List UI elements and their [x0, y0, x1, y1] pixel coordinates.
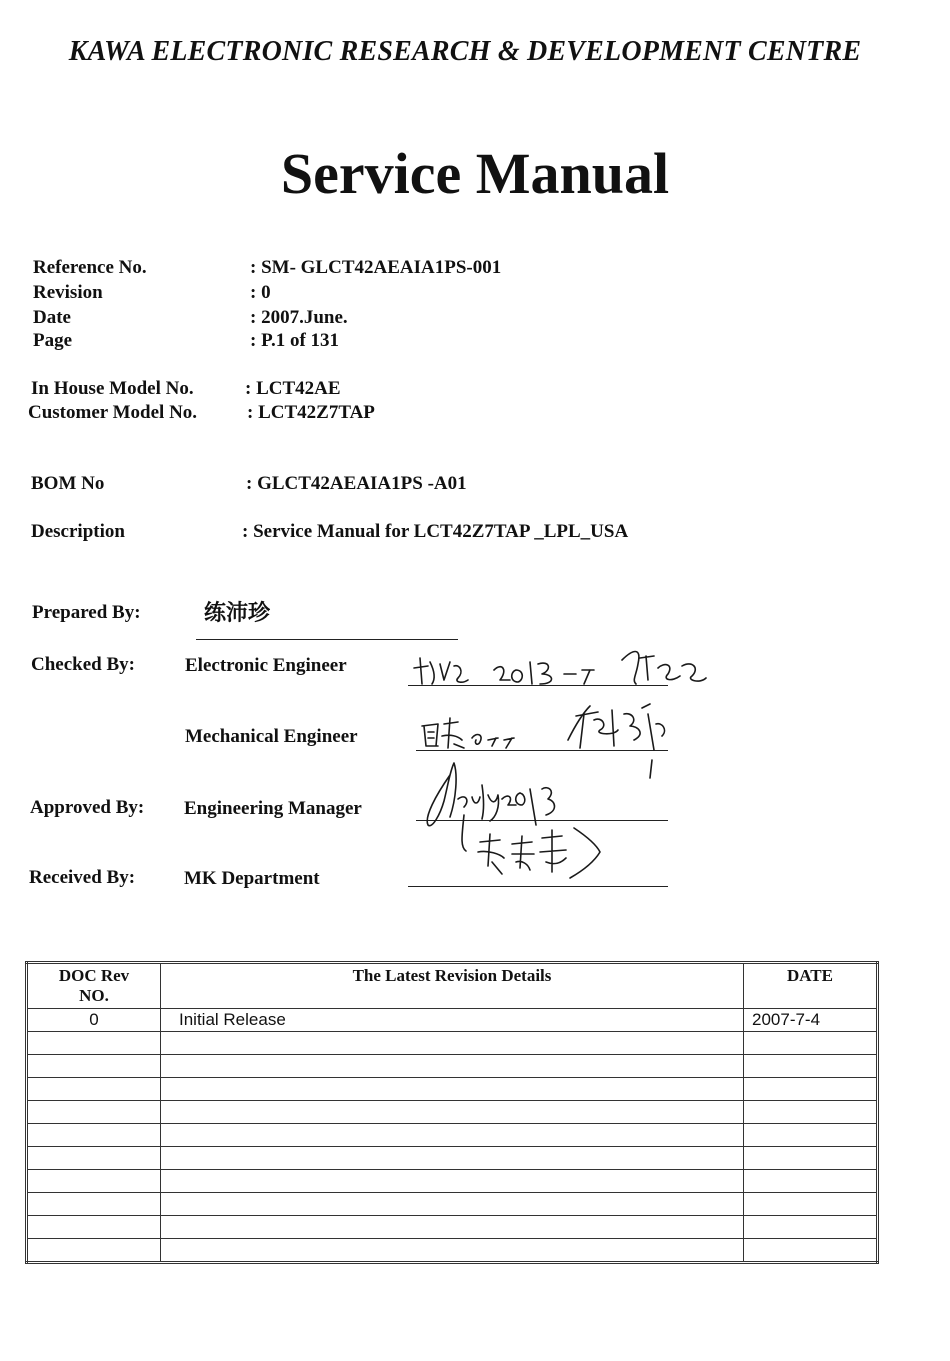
table-row — [27, 1055, 878, 1078]
table-row — [27, 1239, 878, 1263]
date-cell — [744, 1216, 878, 1239]
date-cell — [744, 1170, 878, 1193]
prepared-by-label: Prepared By: — [32, 602, 141, 623]
in-house-model-label: In House Model No. — [31, 378, 194, 399]
doc-rev-header-line2: NO. — [79, 986, 109, 1005]
description-value: : Service Manual for LCT42Z7TAP _LPL_USA — [242, 521, 629, 542]
engineering-manager-label: Engineering Manager — [184, 798, 362, 819]
page-label: Page — [33, 330, 73, 351]
received-by-label: Received By: — [29, 867, 136, 888]
doc-rev-header-line1: DOC Rev — [58, 966, 130, 985]
reference-no-value: : SM- GLCT42AEAIA1PS-001 — [250, 257, 502, 278]
details-cell: Initial Release — [161, 1009, 744, 1032]
document-title: Service Manual — [280, 141, 670, 206]
details-cell — [161, 1193, 744, 1216]
date-cell — [744, 1193, 878, 1216]
description-label: Description — [31, 521, 125, 542]
rev-cell — [27, 1170, 161, 1193]
details-cell — [161, 1170, 744, 1193]
prepared-by-name: 练沛珍 — [204, 601, 271, 626]
date-cell — [744, 1055, 878, 1078]
details-cell — [161, 1147, 744, 1170]
electronic-engineer-label: Electronic Engineer — [185, 655, 347, 676]
revision-details-header: The Latest Revision Details — [161, 963, 744, 1009]
bom-no-value: : GLCT42AEAIA1PS -A01 — [246, 473, 467, 494]
details-cell — [161, 1055, 744, 1078]
details-cell — [161, 1216, 744, 1239]
table-row — [27, 1078, 878, 1101]
date-cell — [744, 1032, 878, 1055]
revision-table — [25, 961, 879, 1264]
rev-cell: 0 — [27, 1009, 161, 1032]
date-label: Date — [33, 307, 71, 328]
details-cell — [161, 1101, 744, 1124]
table-row — [27, 1216, 878, 1239]
table-row — [27, 1193, 878, 1216]
date-cell: 2007-7-4 — [744, 1009, 878, 1032]
reference-no-label: Reference No. — [33, 257, 147, 278]
organization-name: KAWA ELECTRONIC RESEARCH & DEVELOPMENT CENTRE — [68, 36, 862, 67]
date-cell — [744, 1147, 878, 1170]
date-cell — [744, 1101, 878, 1124]
rev-cell — [27, 1055, 161, 1078]
rev-cell — [27, 1216, 161, 1239]
rev-cell — [27, 1124, 161, 1147]
revision-value: : 0 — [250, 282, 271, 303]
date-cell — [744, 1124, 878, 1147]
date-header: DATE — [744, 963, 878, 1009]
table-row — [27, 1170, 878, 1193]
revision-label: Revision — [33, 282, 103, 303]
rev-cell — [27, 1101, 161, 1124]
doc-rev-header — [27, 963, 161, 1009]
mechanical-engineer-label: Mechanical Engineer — [185, 726, 358, 747]
details-cell — [161, 1239, 744, 1263]
date-cell — [744, 1078, 878, 1101]
table-row — [27, 1124, 878, 1147]
date-cell — [744, 1239, 878, 1263]
electronic-engineer-signature — [410, 640, 720, 700]
revision-table-header — [27, 963, 878, 1009]
details-cell — [161, 1078, 744, 1101]
rev-cell — [27, 1078, 161, 1101]
details-cell — [161, 1124, 744, 1147]
rev-cell — [27, 1193, 161, 1216]
table-row — [27, 1009, 878, 1032]
page-value: : P.1 of 131 — [250, 330, 340, 351]
rev-cell — [27, 1032, 161, 1055]
mk-department-label: MK Department — [184, 868, 320, 889]
rev-cell — [27, 1239, 161, 1263]
rev-cell — [27, 1147, 161, 1170]
date-value: : 2007.June. — [250, 307, 348, 328]
table-row — [27, 1032, 878, 1055]
bom-no-label: BOM No — [31, 473, 105, 494]
table-row — [27, 1147, 878, 1170]
customer-model-label: Customer Model No. — [28, 402, 198, 423]
customer-model-value: : LCT42Z7TAP — [247, 402, 375, 423]
details-cell — [161, 1032, 744, 1055]
mk-department-signature — [470, 822, 620, 892]
checked-by-label: Checked By: — [31, 654, 135, 675]
in-house-model-value: : LCT42AE — [245, 378, 341, 399]
table-row — [27, 1101, 878, 1124]
approved-by-label: Approved By: — [30, 797, 145, 818]
